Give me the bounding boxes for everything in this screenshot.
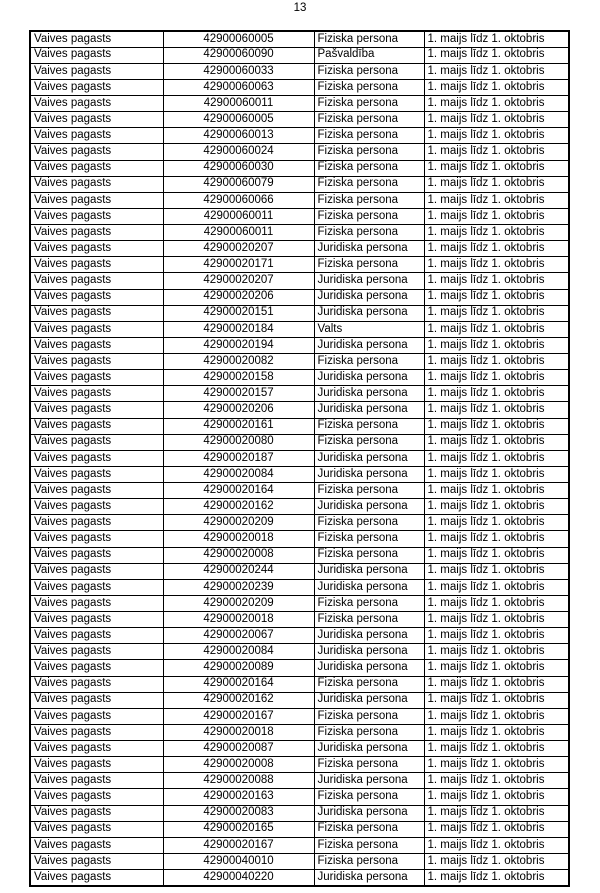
cell-parish: Vaives pagasts <box>30 241 163 257</box>
cell-period: 1. maijs līdz 1. oktobris <box>424 112 569 128</box>
table-row <box>30 386 569 402</box>
cell-person-type: Fiziska persona <box>314 483 424 499</box>
table-row <box>30 773 569 789</box>
cell-code: 42900060011 <box>163 225 314 241</box>
cell-parish: Vaives pagasts <box>30 579 163 595</box>
cell-parish: Vaives pagasts <box>30 773 163 789</box>
table-row <box>30 837 569 853</box>
cell-person-type: Juridiska persona <box>314 773 424 789</box>
table-row <box>30 757 569 773</box>
table-row <box>30 321 569 337</box>
cell-period: 1. maijs līdz 1. oktobris <box>424 128 569 144</box>
cell-parish: Vaives pagasts <box>30 483 163 499</box>
table-row <box>30 515 569 531</box>
cell-code: 42900020018 <box>163 724 314 740</box>
cell-code: 42900020157 <box>163 386 314 402</box>
cell-parish: Vaives pagasts <box>30 547 163 563</box>
cell-parish: Vaives pagasts <box>30 853 163 869</box>
cell-period: 1. maijs līdz 1. oktobris <box>424 354 569 370</box>
table-row <box>30 612 569 628</box>
cell-parish: Vaives pagasts <box>30 757 163 773</box>
cell-parish: Vaives pagasts <box>30 402 163 418</box>
cell-code: 42900020084 <box>163 644 314 660</box>
table-row <box>30 483 569 499</box>
cell-period: 1. maijs līdz 1. oktobris <box>424 515 569 531</box>
cell-code: 42900060079 <box>163 176 314 192</box>
cell-person-type: Fiziska persona <box>314 595 424 611</box>
cell-parish: Vaives pagasts <box>30 31 163 47</box>
page-number: 13 <box>293 2 307 14</box>
cell-period: 1. maijs līdz 1. oktobris <box>424 176 569 192</box>
cell-person-type: Juridiska persona <box>314 805 424 821</box>
cell-person-type: Fiziska persona <box>314 112 424 128</box>
table-row <box>30 144 569 160</box>
cell-parish: Vaives pagasts <box>30 257 163 273</box>
cell-code: 42900020165 <box>163 821 314 837</box>
cell-person-type: Juridiska persona <box>314 660 424 676</box>
cell-period: 1. maijs līdz 1. oktobris <box>424 321 569 337</box>
cell-parish: Vaives pagasts <box>30 724 163 740</box>
cell-period: 1. maijs līdz 1. oktobris <box>424 241 569 257</box>
cell-period: 1. maijs līdz 1. oktobris <box>424 579 569 595</box>
cell-period: 1. maijs līdz 1. oktobris <box>424 644 569 660</box>
cell-person-type: Juridiska persona <box>314 386 424 402</box>
cell-code: 42900060024 <box>163 144 314 160</box>
cell-code: 42900020161 <box>163 418 314 434</box>
cell-person-type: Juridiska persona <box>314 499 424 515</box>
cell-person-type: Fiziska persona <box>314 853 424 869</box>
cell-person-type: Fiziska persona <box>314 257 424 273</box>
cell-code: 42900020080 <box>163 434 314 450</box>
cell-period: 1. maijs līdz 1. oktobris <box>424 499 569 515</box>
cell-code: 42900020088 <box>163 773 314 789</box>
cell-code: 42900020167 <box>163 708 314 724</box>
cell-period: 1. maijs līdz 1. oktobris <box>424 708 569 724</box>
table-row <box>30 402 569 418</box>
cell-code: 42900060005 <box>163 31 314 47</box>
cell-code: 42900020209 <box>163 515 314 531</box>
cell-parish: Vaives pagasts <box>30 47 163 63</box>
cell-code: 42900020008 <box>163 547 314 563</box>
cell-person-type: Fiziska persona <box>314 434 424 450</box>
cell-period: 1. maijs līdz 1. oktobris <box>424 225 569 241</box>
cell-period: 1. maijs līdz 1. oktobris <box>424 757 569 773</box>
table-row <box>30 870 569 886</box>
table-row <box>30 531 569 547</box>
cell-code: 42900020207 <box>163 241 314 257</box>
cell-parish: Vaives pagasts <box>30 386 163 402</box>
cell-period: 1. maijs līdz 1. oktobris <box>424 450 569 466</box>
cell-period: 1. maijs līdz 1. oktobris <box>424 853 569 869</box>
cell-person-type: Juridiska persona <box>314 692 424 708</box>
cell-person-type: Fiziska persona <box>314 676 424 692</box>
cell-parish: Vaives pagasts <box>30 128 163 144</box>
cell-parish: Vaives pagasts <box>30 741 163 757</box>
cell-person-type: Fiziska persona <box>314 821 424 837</box>
table-row <box>30 128 569 144</box>
cell-period: 1. maijs līdz 1. oktobris <box>424 741 569 757</box>
cell-parish: Vaives pagasts <box>30 192 163 208</box>
cell-code: 42900060030 <box>163 160 314 176</box>
table-row <box>30 547 569 563</box>
cell-person-type: Fiziska persona <box>314 128 424 144</box>
cell-period: 1. maijs līdz 1. oktobris <box>424 547 569 563</box>
table-row <box>30 724 569 740</box>
cell-person-type: Juridiska persona <box>314 370 424 386</box>
table-row <box>30 563 569 579</box>
cell-parish: Vaives pagasts <box>30 595 163 611</box>
cell-period: 1. maijs līdz 1. oktobris <box>424 483 569 499</box>
cell-parish: Vaives pagasts <box>30 176 163 192</box>
permits-table-body <box>30 31 569 886</box>
cell-person-type: Juridiska persona <box>314 741 424 757</box>
table-row <box>30 370 569 386</box>
table-row <box>30 160 569 176</box>
table-row <box>30 289 569 305</box>
cell-parish: Vaives pagasts <box>30 870 163 886</box>
cell-code: 42900060011 <box>163 208 314 224</box>
cell-person-type: Juridiska persona <box>314 579 424 595</box>
cell-code: 42900020151 <box>163 305 314 321</box>
cell-code: 42900040220 <box>163 870 314 886</box>
cell-person-type: Fiziska persona <box>314 63 424 79</box>
cell-period: 1. maijs līdz 1. oktobris <box>424 466 569 482</box>
cell-period: 1. maijs līdz 1. oktobris <box>424 870 569 886</box>
cell-person-type: Fiziska persona <box>314 837 424 853</box>
cell-parish: Vaives pagasts <box>30 563 163 579</box>
cell-person-type: Fiziska persona <box>314 160 424 176</box>
cell-period: 1. maijs līdz 1. oktobris <box>424 337 569 353</box>
cell-code: 42900020162 <box>163 499 314 515</box>
cell-code: 42900020162 <box>163 692 314 708</box>
table-row <box>30 273 569 289</box>
cell-period: 1. maijs līdz 1. oktobris <box>424 531 569 547</box>
cell-period: 1. maijs līdz 1. oktobris <box>424 724 569 740</box>
cell-code: 42900020163 <box>163 789 314 805</box>
table-row <box>30 208 569 224</box>
table-row <box>30 450 569 466</box>
table-row <box>30 354 569 370</box>
cell-parish: Vaives pagasts <box>30 418 163 434</box>
cell-person-type: Fiziska persona <box>314 515 424 531</box>
cell-person-type: Fiziska persona <box>314 96 424 112</box>
cell-person-type: Juridiska persona <box>314 289 424 305</box>
cell-person-type: Juridiska persona <box>314 628 424 644</box>
cell-period: 1. maijs līdz 1. oktobris <box>424 289 569 305</box>
table-row <box>30 595 569 611</box>
cell-period: 1. maijs līdz 1. oktobris <box>424 628 569 644</box>
cell-person-type: Fiziska persona <box>314 192 424 208</box>
table-row <box>30 853 569 869</box>
cell-code: 42900060063 <box>163 79 314 95</box>
cell-code: 42900020187 <box>163 450 314 466</box>
cell-person-type: Fiziska persona <box>314 176 424 192</box>
cell-parish: Vaives pagasts <box>30 450 163 466</box>
cell-person-type: Juridiska persona <box>314 466 424 482</box>
cell-code: 42900020084 <box>163 466 314 482</box>
cell-period: 1. maijs līdz 1. oktobris <box>424 692 569 708</box>
cell-code: 42900020082 <box>163 354 314 370</box>
cell-code: 42900020239 <box>163 579 314 595</box>
cell-person-type: Fiziska persona <box>314 144 424 160</box>
cell-period: 1. maijs līdz 1. oktobris <box>424 257 569 273</box>
cell-code: 42900020206 <box>163 289 314 305</box>
cell-parish: Vaives pagasts <box>30 337 163 353</box>
table-row <box>30 579 569 595</box>
cell-person-type: Fiziska persona <box>314 418 424 434</box>
cell-code: 42900020008 <box>163 757 314 773</box>
cell-period: 1. maijs līdz 1. oktobris <box>424 144 569 160</box>
cell-parish: Vaives pagasts <box>30 112 163 128</box>
cell-period: 1. maijs līdz 1. oktobris <box>424 805 569 821</box>
table-row <box>30 466 569 482</box>
cell-parish: Vaives pagasts <box>30 305 163 321</box>
cell-person-type: Fiziska persona <box>314 789 424 805</box>
table-row <box>30 96 569 112</box>
cell-parish: Vaives pagasts <box>30 96 163 112</box>
cell-person-type: Fiziska persona <box>314 79 424 95</box>
cell-person-type: Juridiska persona <box>314 402 424 418</box>
table-row <box>30 47 569 63</box>
cell-person-type: Juridiska persona <box>314 450 424 466</box>
cell-code: 42900020184 <box>163 321 314 337</box>
cell-parish: Vaives pagasts <box>30 466 163 482</box>
table-row <box>30 31 569 47</box>
cell-parish: Vaives pagasts <box>30 805 163 821</box>
cell-code: 42900020171 <box>163 257 314 273</box>
cell-code: 42900060013 <box>163 128 314 144</box>
cell-code: 42900020194 <box>163 337 314 353</box>
cell-period: 1. maijs līdz 1. oktobris <box>424 789 569 805</box>
cell-parish: Vaives pagasts <box>30 354 163 370</box>
cell-code: 42900020018 <box>163 612 314 628</box>
cell-person-type: Juridiska persona <box>314 337 424 353</box>
cell-parish: Vaives pagasts <box>30 321 163 337</box>
cell-person-type: Pašvaldība <box>314 47 424 63</box>
cell-person-type: Fiziska persona <box>314 354 424 370</box>
cell-code: 42900020167 <box>163 837 314 853</box>
table-row <box>30 79 569 95</box>
cell-parish: Vaives pagasts <box>30 63 163 79</box>
table-row <box>30 337 569 353</box>
cell-code: 42900020244 <box>163 563 314 579</box>
cell-parish: Vaives pagasts <box>30 79 163 95</box>
table-row <box>30 676 569 692</box>
cell-period: 1. maijs līdz 1. oktobris <box>424 402 569 418</box>
cell-parish: Vaives pagasts <box>30 612 163 628</box>
cell-code: 42900020087 <box>163 741 314 757</box>
cell-parish: Vaives pagasts <box>30 208 163 224</box>
cell-parish: Vaives pagasts <box>30 499 163 515</box>
table-row <box>30 434 569 450</box>
cell-code: 42900020158 <box>163 370 314 386</box>
cell-parish: Vaives pagasts <box>30 789 163 805</box>
table-row <box>30 789 569 805</box>
table-row <box>30 112 569 128</box>
cell-person-type: Juridiska persona <box>314 644 424 660</box>
cell-period: 1. maijs līdz 1. oktobris <box>424 660 569 676</box>
cell-code: 42900020206 <box>163 402 314 418</box>
cell-parish: Vaives pagasts <box>30 692 163 708</box>
cell-code: 42900020067 <box>163 628 314 644</box>
cell-parish: Vaives pagasts <box>30 289 163 305</box>
cell-person-type: Juridiska persona <box>314 563 424 579</box>
cell-code: 42900020018 <box>163 531 314 547</box>
cell-code: 42900020207 <box>163 273 314 289</box>
cell-period: 1. maijs līdz 1. oktobris <box>424 273 569 289</box>
table-row <box>30 644 569 660</box>
cell-person-type: Juridiska persona <box>314 273 424 289</box>
cell-parish: Vaives pagasts <box>30 225 163 241</box>
cell-parish: Vaives pagasts <box>30 837 163 853</box>
cell-period: 1. maijs līdz 1. oktobris <box>424 96 569 112</box>
table-row <box>30 628 569 644</box>
cell-person-type: Fiziska persona <box>314 225 424 241</box>
cell-code: 42900060005 <box>163 112 314 128</box>
table-row <box>30 660 569 676</box>
cell-person-type: Juridiska persona <box>314 305 424 321</box>
cell-parish: Vaives pagasts <box>30 676 163 692</box>
cell-code: 42900040010 <box>163 853 314 869</box>
cell-period: 1. maijs līdz 1. oktobris <box>424 595 569 611</box>
table-row <box>30 821 569 837</box>
cell-code: 42900020089 <box>163 660 314 676</box>
cell-person-type: Fiziska persona <box>314 757 424 773</box>
cell-parish: Vaives pagasts <box>30 160 163 176</box>
cell-code: 42900060011 <box>163 96 314 112</box>
cell-code: 42900020164 <box>163 676 314 692</box>
table-row <box>30 241 569 257</box>
cell-period: 1. maijs līdz 1. oktobris <box>424 370 569 386</box>
cell-period: 1. maijs līdz 1. oktobris <box>424 192 569 208</box>
cell-person-type: Fiziska persona <box>314 208 424 224</box>
table-row <box>30 805 569 821</box>
table-row <box>30 176 569 192</box>
cell-period: 1. maijs līdz 1. oktobris <box>424 434 569 450</box>
cell-parish: Vaives pagasts <box>30 531 163 547</box>
cell-person-type: Fiziska persona <box>314 708 424 724</box>
cell-parish: Vaives pagasts <box>30 644 163 660</box>
cell-period: 1. maijs līdz 1. oktobris <box>424 563 569 579</box>
cell-parish: Vaives pagasts <box>30 370 163 386</box>
table-row <box>30 708 569 724</box>
cell-parish: Vaives pagasts <box>30 144 163 160</box>
table-row <box>30 741 569 757</box>
cell-person-type: Fiziska persona <box>314 547 424 563</box>
cell-person-type: Valts <box>314 321 424 337</box>
cell-period: 1. maijs līdz 1. oktobris <box>424 79 569 95</box>
cell-person-type: Juridiska persona <box>314 870 424 886</box>
cell-period: 1. maijs līdz 1. oktobris <box>424 837 569 853</box>
cell-code: 42900020083 <box>163 805 314 821</box>
cell-code: 42900020209 <box>163 595 314 611</box>
cell-code: 42900060066 <box>163 192 314 208</box>
cell-parish: Vaives pagasts <box>30 708 163 724</box>
cell-period: 1. maijs līdz 1. oktobris <box>424 612 569 628</box>
cell-period: 1. maijs līdz 1. oktobris <box>424 160 569 176</box>
table-row <box>30 63 569 79</box>
table-row <box>30 225 569 241</box>
cell-code: 42900060090 <box>163 47 314 63</box>
cell-code: 42900060033 <box>163 63 314 79</box>
table-row <box>30 418 569 434</box>
cell-period: 1. maijs līdz 1. oktobris <box>424 773 569 789</box>
cell-parish: Vaives pagasts <box>30 273 163 289</box>
cell-person-type: Fiziska persona <box>314 612 424 628</box>
table-row <box>30 257 569 273</box>
table-row <box>30 692 569 708</box>
cell-person-type: Juridiska persona <box>314 241 424 257</box>
cell-period: 1. maijs līdz 1. oktobris <box>424 676 569 692</box>
cell-period: 1. maijs līdz 1. oktobris <box>424 418 569 434</box>
cell-parish: Vaives pagasts <box>30 821 163 837</box>
cell-person-type: Fiziska persona <box>314 531 424 547</box>
cell-period: 1. maijs līdz 1. oktobris <box>424 63 569 79</box>
cell-period: 1. maijs līdz 1. oktobris <box>424 821 569 837</box>
table-row <box>30 499 569 515</box>
permits-table <box>29 30 570 887</box>
cell-parish: Vaives pagasts <box>30 660 163 676</box>
cell-period: 1. maijs līdz 1. oktobris <box>424 31 569 47</box>
cell-person-type: Fiziska persona <box>314 31 424 47</box>
table-row <box>30 192 569 208</box>
cell-code: 42900020164 <box>163 483 314 499</box>
cell-period: 1. maijs līdz 1. oktobris <box>424 386 569 402</box>
cell-parish: Vaives pagasts <box>30 515 163 531</box>
table-row <box>30 305 569 321</box>
cell-parish: Vaives pagasts <box>30 434 163 450</box>
cell-person-type: Fiziska persona <box>314 724 424 740</box>
cell-period: 1. maijs līdz 1. oktobris <box>424 305 569 321</box>
cell-period: 1. maijs līdz 1. oktobris <box>424 47 569 63</box>
cell-period: 1. maijs līdz 1. oktobris <box>424 208 569 224</box>
cell-parish: Vaives pagasts <box>30 628 163 644</box>
